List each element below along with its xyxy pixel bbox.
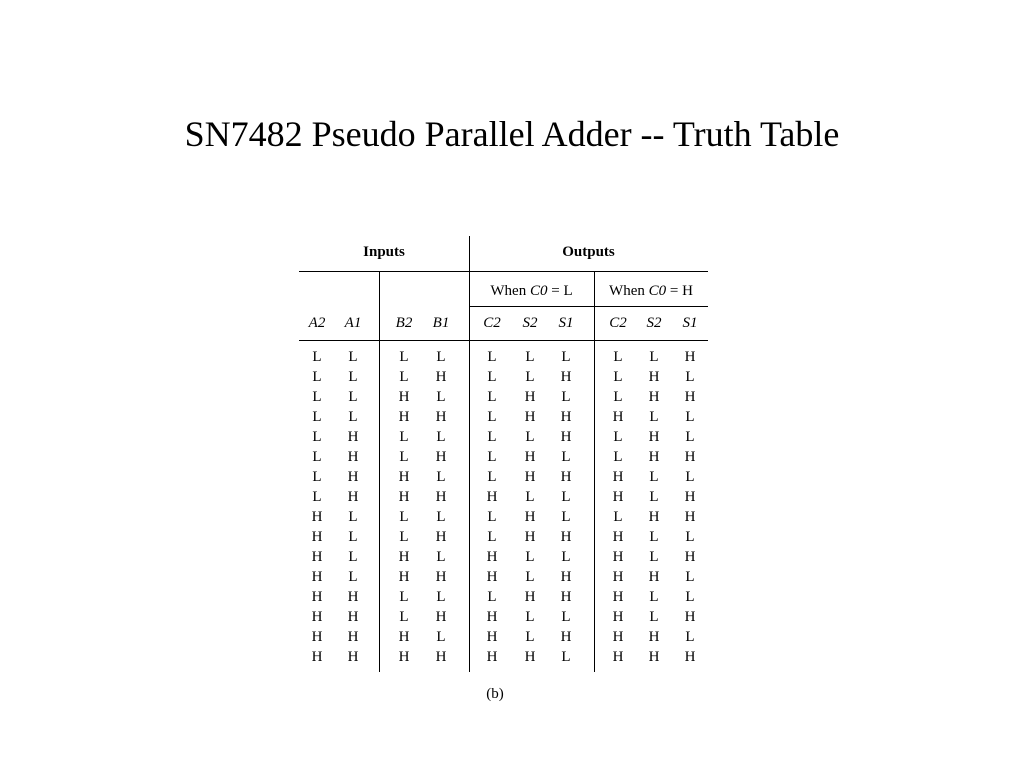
table-cell-s1-high: H <box>684 609 696 625</box>
table-cell-s2-low: H <box>524 509 536 525</box>
table-cell-a2: H <box>311 649 323 665</box>
table-cell-c2-low: L <box>487 589 497 605</box>
table-cell-b1: H <box>435 409 447 425</box>
table-cell-s1-low: H <box>560 429 572 445</box>
table-cell-b2: H <box>398 569 410 585</box>
table-cell-b1: H <box>435 489 447 505</box>
table-cell-s2-high: H <box>648 429 660 445</box>
table-cell-c2-low: H <box>486 649 498 665</box>
table-cell-s2-low: L <box>525 629 535 645</box>
table-cell-a2: H <box>311 549 323 565</box>
table-cell-s1-high: H <box>684 549 696 565</box>
table-cell-s1-low: H <box>560 409 572 425</box>
table-cell-s1-high: H <box>684 649 696 665</box>
table-cell-s1-high: H <box>684 449 696 465</box>
table-cell-s1-low: H <box>560 469 572 485</box>
table-cell-s1-low: L <box>561 349 571 365</box>
table-cell-s1-high: L <box>685 589 695 605</box>
table-cell-a2: L <box>312 489 322 505</box>
table-cell-s2-low: H <box>524 409 536 425</box>
rule-below-group-headers <box>299 271 708 272</box>
table-cell-a1: H <box>347 629 359 645</box>
table-cell-s1-low: L <box>561 389 571 405</box>
divider-c0-low-high <box>594 272 595 672</box>
table-cell-s2-high: H <box>648 509 660 525</box>
table-cell-c2-high: L <box>613 449 623 465</box>
table-cell-s1-low: H <box>560 629 572 645</box>
table-cell-s2-low: H <box>524 589 536 605</box>
table-cell-b2: L <box>399 349 409 365</box>
table-cell-b1: L <box>436 469 446 485</box>
divider-a-b <box>379 272 380 672</box>
table-cell-c2-low: H <box>486 629 498 645</box>
table-cell-s2-low: H <box>524 649 536 665</box>
table-cell-s2-high: H <box>648 369 660 385</box>
col-header-s1-low: S1 <box>558 315 574 331</box>
table-cell-s1-high: L <box>685 409 695 425</box>
table-cell-b2: H <box>398 389 410 405</box>
table-cell-b1: L <box>436 509 446 525</box>
slide-title: SN7482 Pseudo Parallel Adder -- Truth Table <box>184 114 840 154</box>
table-cell-b2: H <box>398 549 410 565</box>
table-cell-c2-high: H <box>612 549 624 565</box>
table-cell-s2-low: L <box>525 609 535 625</box>
table-cell-b2: L <box>399 449 409 465</box>
table-cell-s1-high: H <box>684 489 696 505</box>
table-cell-s1-low: L <box>561 549 571 565</box>
table-cell-b2: L <box>399 529 409 545</box>
table-cell-a1: L <box>348 569 358 585</box>
table-cell-b2: L <box>399 429 409 445</box>
table-cell-a1: H <box>347 489 359 505</box>
table-cell-a2: H <box>311 569 323 585</box>
table-cell-s1-low: L <box>561 609 571 625</box>
table-cell-a2: H <box>311 509 323 525</box>
table-cell-s2-low: L <box>525 549 535 565</box>
table-cell-a1: L <box>348 369 358 385</box>
table-cell-a1: L <box>348 529 358 545</box>
rule-below-condition-headers <box>469 306 708 307</box>
col-header-s1-high: S1 <box>682 315 698 331</box>
table-cell-b2: H <box>398 629 410 645</box>
table-cell-c2-high: H <box>612 629 624 645</box>
table-cell-a2: H <box>311 589 323 605</box>
table-cell-b1: L <box>436 549 446 565</box>
when-c0-low-symbol: C0 <box>529 283 548 299</box>
table-cell-s2-low: L <box>525 429 535 445</box>
table-cell-b1: H <box>435 609 447 625</box>
col-header-s2-high: S2 <box>646 315 662 331</box>
table-cell-s2-high: L <box>649 349 659 365</box>
inputs-header: Inputs <box>363 244 405 260</box>
table-cell-c2-low: L <box>487 349 497 365</box>
table-cell-a2: L <box>312 469 322 485</box>
table-cell-a1: H <box>347 609 359 625</box>
table-cell-b1: L <box>436 589 446 605</box>
table-cell-s1-high: L <box>685 569 695 585</box>
when-c0-high-symbol: C0 <box>648 283 667 299</box>
table-cell-s2-high: L <box>649 549 659 565</box>
table-cell-c2-low: H <box>486 489 498 505</box>
table-cell-c2-low: L <box>487 449 497 465</box>
table-cell-a2: L <box>312 369 322 385</box>
table-cell-b1: L <box>436 429 446 445</box>
outputs-header: Outputs <box>562 244 615 260</box>
table-cell-s2-high: H <box>648 569 660 585</box>
table-cell-c2-high: H <box>612 609 624 625</box>
table-cell-c2-high: H <box>612 649 624 665</box>
table-cell-c2-low: L <box>487 369 497 385</box>
table-cell-c2-high: H <box>612 529 624 545</box>
table-cell-c2-low: L <box>487 509 497 525</box>
table-cell-a1: H <box>347 429 359 445</box>
table-cell-b1: H <box>435 569 447 585</box>
table-cell-b2: L <box>399 609 409 625</box>
table-cell-s2-high: H <box>648 629 660 645</box>
table-cell-b2: L <box>399 369 409 385</box>
table-cell-s2-high: L <box>649 469 659 485</box>
table-cell-s2-high: H <box>648 389 660 405</box>
table-cell-s1-high: H <box>684 389 696 405</box>
table-cell-a2: L <box>312 409 322 425</box>
table-cell-s1-low: H <box>560 589 572 605</box>
col-header-c2-low: C2 <box>483 315 501 331</box>
table-cell-s1-high: H <box>684 509 696 525</box>
table-cell-c2-high: H <box>612 409 624 425</box>
table-cell-s1-high: L <box>685 529 695 545</box>
table-cell-c2-high: H <box>612 489 624 505</box>
col-header-s2-low: S2 <box>522 315 538 331</box>
table-cell-c2-low: L <box>487 409 497 425</box>
table-cell-b2: L <box>399 509 409 525</box>
table-cell-c2-high: L <box>613 349 623 365</box>
table-cell-a2: L <box>312 429 322 445</box>
table-cell-c2-high: H <box>612 569 624 585</box>
table-cell-a1: H <box>347 469 359 485</box>
table-cell-b2: H <box>398 409 410 425</box>
table-cell-a1: H <box>347 649 359 665</box>
table-cell-c2-low: H <box>486 549 498 565</box>
table-cell-b2: H <box>398 649 410 665</box>
when-c0-high-suffix: = H <box>669 283 693 299</box>
table-cell-b1: H <box>435 369 447 385</box>
table-cell-b1: L <box>436 629 446 645</box>
divider-inputs-outputs <box>469 236 470 672</box>
table-cell-c2-high: L <box>613 429 623 445</box>
table-cell-b2: H <box>398 489 410 505</box>
table-cell-c2-low: H <box>486 569 498 585</box>
table-cell-a1: L <box>348 509 358 525</box>
table-cell-c2-low: L <box>487 429 497 445</box>
table-cell-s2-low: H <box>524 389 536 405</box>
table-cell-s1-low: H <box>560 569 572 585</box>
table-cell-s2-high: L <box>649 409 659 425</box>
col-header-c2-high: C2 <box>609 315 627 331</box>
table-cell-b1: L <box>436 389 446 405</box>
rule-below-column-headers <box>299 340 708 341</box>
table-cell-s1-low: H <box>560 529 572 545</box>
table-cell-s1-low: L <box>561 509 571 525</box>
table-cell-s1-high: L <box>685 429 695 445</box>
table-cell-s1-high: L <box>685 629 695 645</box>
table-cell-s1-high: L <box>685 469 695 485</box>
table-cell-b1: H <box>435 449 447 465</box>
when-c0-high-header <box>594 282 708 300</box>
table-cell-c2-low: H <box>486 609 498 625</box>
table-cell-s2-high: L <box>649 609 659 625</box>
table-cell-a1: L <box>348 389 358 405</box>
when-c0-low-suffix: = L <box>551 283 573 299</box>
table-cell-c2-high: H <box>612 469 624 485</box>
table-cell-a2: H <box>311 629 323 645</box>
table-cell-a2: H <box>311 529 323 545</box>
table-cell-s2-high: L <box>649 529 659 545</box>
table-cell-s2-low: H <box>524 529 536 545</box>
col-header-a2: A2 <box>308 315 326 331</box>
table-cell-s2-low: L <box>525 349 535 365</box>
table-cell-s1-low: L <box>561 489 571 505</box>
table-cell-a2: H <box>311 609 323 625</box>
table-cell-s2-high: H <box>648 449 660 465</box>
table-cell-s2-low: H <box>524 449 536 465</box>
col-header-b1: B1 <box>432 315 450 331</box>
table-cell-c2-low: L <box>487 469 497 485</box>
table-cell-s1-low: L <box>561 649 571 665</box>
when-c0-high-prefix: When <box>609 283 645 299</box>
table-cell-b2: L <box>399 589 409 605</box>
table-cell-c2-high: L <box>613 389 623 405</box>
col-header-b2: B2 <box>395 315 413 331</box>
table-cell-b1: H <box>435 529 447 545</box>
table-cell-s2-high: L <box>649 589 659 605</box>
table-cell-c2-high: L <box>613 369 623 385</box>
table-cell-s2-low: H <box>524 469 536 485</box>
col-header-a1: A1 <box>344 315 362 331</box>
table-cell-s2-high: L <box>649 489 659 505</box>
figure-caption: (b) <box>486 686 504 702</box>
table-cell-a1: L <box>348 409 358 425</box>
table-cell-a1: L <box>348 349 358 365</box>
when-c0-low-prefix: When <box>490 283 527 299</box>
table-cell-a2: L <box>312 389 322 405</box>
table-cell-s2-low: L <box>525 489 535 505</box>
table-cell-s1-high: L <box>685 369 695 385</box>
table-cell-s1-low: L <box>561 449 571 465</box>
table-cell-a2: L <box>312 349 322 365</box>
table-cell-b1: L <box>436 349 446 365</box>
table-cell-s2-low: L <box>525 369 535 385</box>
table-cell-c2-low: L <box>487 389 497 405</box>
table-cell-b2: H <box>398 469 410 485</box>
table-cell-a1: L <box>348 549 358 565</box>
table-cell-c2-high: H <box>612 589 624 605</box>
when-c0-low-header <box>469 282 594 300</box>
table-cell-s1-high: H <box>684 349 696 365</box>
table-cell-c2-high: L <box>613 509 623 525</box>
table-cell-a1: H <box>347 449 359 465</box>
table-cell-b1: H <box>435 649 447 665</box>
table-cell-s1-low: H <box>560 369 572 385</box>
table-cell-a2: L <box>312 449 322 465</box>
table-cell-s2-high: H <box>648 649 660 665</box>
table-cell-c2-low: L <box>487 529 497 545</box>
table-cell-a1: H <box>347 589 359 605</box>
table-cell-s2-low: L <box>525 569 535 585</box>
